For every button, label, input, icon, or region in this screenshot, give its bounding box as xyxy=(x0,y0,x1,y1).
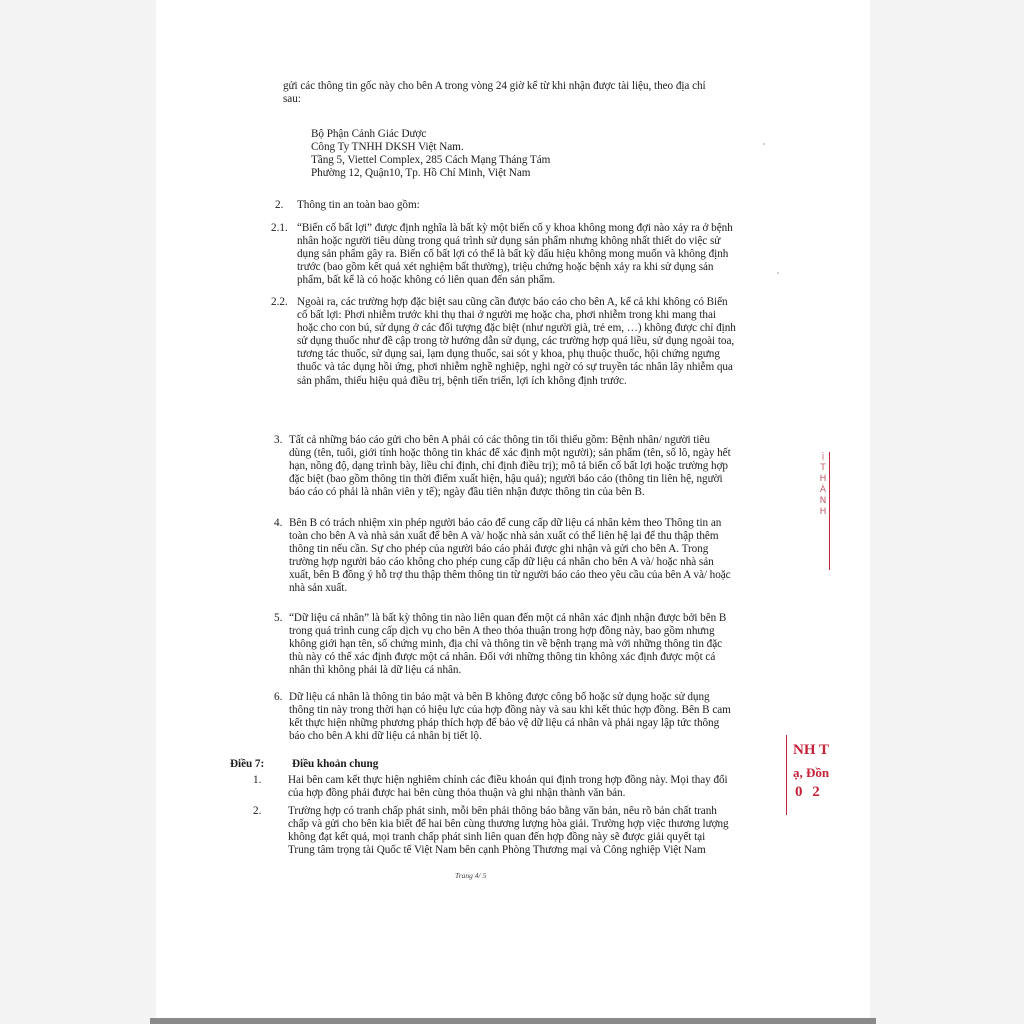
text-line: trước (bao gồm kết quả xét nghiệm bất thường), triệu chứng hoặc bệnh xảy ra khi sử dụng sản xyxy=(297,261,714,274)
address-line: Tầng 5, Viettel Complex, 285 Cách Mạng Tháng Tám xyxy=(311,154,551,167)
address-line: Phường 12, Quận10, Tp. Hồ Chí Minh, Việt Nam xyxy=(311,167,531,180)
text-line: thông tin này trong thời hạn có hiệu lực của hợp đồng này và sau khi kết thúc hợp đồng. Bên B cam xyxy=(289,704,731,717)
text-line: Dữ liệu cá nhân là thông tin bảo mật và bên B không được công bố hoặc sử dụng hoặc sử dụng xyxy=(289,691,710,703)
text-line: tương tác thuốc, sử dụng sai, lạm dụng thuốc, sai sót y khoa, phụ thuộc thuốc, hội chứng ngưng xyxy=(297,348,720,361)
seal-fragment-vertical: ị T H À N H xyxy=(819,452,827,517)
article-7-clause-2 xyxy=(288,805,729,857)
address-block xyxy=(311,128,550,180)
item-number: 3. xyxy=(274,434,283,446)
page-number: Trang 4/ 5 xyxy=(455,871,487,880)
text-line: thông tin nếu cần. Sự cho phép của người báo cáo phải được ghi nhận và gửi cho bên A. Trong xyxy=(289,543,709,556)
item-number: 2.2. xyxy=(271,296,288,308)
item-number: 2.1. xyxy=(271,222,288,234)
scan-speck xyxy=(763,143,765,145)
scan-edge-bottom xyxy=(150,1018,876,1024)
stamp-text: NH T xyxy=(793,742,829,758)
text-line: Ngoài ra, các trường hợp đặc biệt sau cũng cần được báo cáo cho bên A, kể cả khi không có Biến xyxy=(297,296,728,308)
intro-paragraph xyxy=(283,80,706,106)
text-line: sau: xyxy=(283,93,301,106)
text-line: Trường hợp có tranh chấp phát sinh, mỗi bên phải thông báo bằng văn bản, nêu rõ bản chất tranh xyxy=(288,805,717,817)
text-line: gửi các thông tin gốc này cho bên A trong vòng 24 giờ kể từ khi nhận được tài liệu, theo địa chỉ xyxy=(283,80,706,92)
text-line: sử dụng thuốc như đề cập trong tờ hướng dẫn sử dụng, các trường hợp quá liều, sử dụng ngoài toa, xyxy=(297,335,735,348)
text-line: toàn cho bên A và nhà sản xuất để bên A và/ hoặc nhà sản xuất có thể liên hệ lại để thu thập thêm xyxy=(289,530,719,543)
address-line: Bộ Phận Cảnh Giác Dược xyxy=(311,128,427,140)
item-3-paragraph xyxy=(289,434,731,499)
item-number: 2. xyxy=(275,199,284,211)
text-line: nhân thì không phải là dữ liệu cá nhân. xyxy=(289,664,462,677)
text-line: báo cho bên A khi dữ liệu cá nhân bị tiết lộ. xyxy=(289,730,482,743)
scan-margin-right xyxy=(870,0,1024,1024)
stamp-text: 0 2 xyxy=(795,784,823,800)
text-line: Tất cả những báo cáo gửi cho bên A phải có các thông tin tối thiểu gồm: Bệnh nhân/ người tiêu xyxy=(289,434,710,446)
text-line: dùng (tên, tuổi, giới tính hoặc thông tin khác để xác định một người); sản phẩm (tên, số lô, ngày hết xyxy=(289,447,731,460)
stamp-border xyxy=(786,735,787,815)
item-5-paragraph xyxy=(289,612,726,677)
address-line: Công Ty TNHH DKSH Việt Nam. xyxy=(311,141,464,154)
article-label: Điều 7: xyxy=(230,758,265,770)
text-line: Hai bên cam kết thực hiện nghiêm chỉnh các điều khoản qui định trong hợp đồng này. Mọi thay đổi xyxy=(288,774,728,786)
text-line: Trung tâm trọng tài Quốc tế Việt Nam bên cạnh Phòng Thương mại và Công nghiệp Việt Nam xyxy=(288,844,706,857)
item-2-1-paragraph xyxy=(297,222,733,287)
clause-number: 2. xyxy=(253,805,262,817)
text-line: hạn, nồng độ, dạng trình bày, liều chỉ định, chỉ định điều trị); mô tả biến cố bất lợi hoặc trường hợp xyxy=(289,460,728,473)
article-7-clause-1 xyxy=(288,774,728,800)
item-number: 6. xyxy=(274,691,283,703)
item-number: 4. xyxy=(274,517,283,529)
text-line: trường hợp người báo cáo không cho phép cung cấp dữ liệu cá nhân cho bên A và/ hoặc nhà sản xyxy=(289,556,714,569)
text-line: xuất, bên B đồng ý hỗ trợ thu thập thêm thông tin từ người báo cáo theo yêu cầu của bên A và/ hoặc xyxy=(289,569,731,582)
text-line: Bên B có trách nhiệm xin phép người báo cáo để cung cấp dữ liệu cá nhân kèm theo Thông tin an xyxy=(289,517,722,529)
stamp-text: ạ, Đồn xyxy=(793,765,830,780)
text-line: thuốc và tác dụng hồi ứng, phơi nhiễm nghề nghiệp, nghi ngờ có sự truyền tác nhân lây nhiễm qua xyxy=(297,361,733,374)
text-line: hoặc cho con bú, sử dụng ở các đối tượng đặc biệt (như người già, trẻ em, …) không được chỉ định xyxy=(297,322,736,335)
document-page xyxy=(157,0,869,1018)
text-line: trong quá trình cung cấp dịch vụ cho bên A theo thỏa thuận trong hợp đồng này, bao gồm nhưng xyxy=(289,625,715,638)
text-line: thù này có thể xác định được một cá nhân. Đối với những thông tin không xác định được một cá xyxy=(289,651,716,664)
item-number: 5. xyxy=(274,612,283,624)
text-line: phẩm, bất kể là có hoặc không có liên quan đến sản phẩm. xyxy=(297,274,556,287)
item-2-2-paragraph xyxy=(297,296,736,388)
text-line: của hợp đồng phải được hai bên cùng thỏa thuận và ghi nhận thành văn bản. xyxy=(288,787,626,800)
text-line: không đạt kết quả, mọi tranh chấp phát sinh liên quan đến hợp đồng này sẽ được giải quyết tại xyxy=(288,831,706,844)
seal-border xyxy=(829,452,830,570)
text-line: không giới hạn tên, số chứng minh, địa chỉ và thông tin về bệnh trạng mà với những thông tin đặc xyxy=(289,638,723,651)
item-6-paragraph xyxy=(289,691,731,743)
text-line: “Biến cố bất lợi” được định nghĩa là bất kỳ một biến cố y khoa không mong đợi nào xảy ra ở bệnh xyxy=(297,222,733,234)
item-4-paragraph xyxy=(289,517,731,596)
text-line: dụng sản phẩm gây ra. Biến cố bất lợi có thể là bất kỳ dấu hiệu không mong muốn và không định xyxy=(297,248,729,261)
text-line: sản phẩm, thiếu hiệu quả điều trị, bệnh tiến triển, lợi ích không định trước. xyxy=(297,374,627,387)
scan-speck xyxy=(777,272,779,274)
text-line: cố bất lợi: Phơi nhiễm trước khi thụ thai ở người mẹ hoặc cha, phơi nhiễm trong khi mang thai xyxy=(297,309,716,322)
clause-number: 1. xyxy=(253,774,262,786)
text-line: nhân hoặc người tiêu dùng trong quá trình sử dụng sản phẩm nhưng không nhất thiết do việc sử xyxy=(297,235,721,248)
text-line: kết thực hiện những phương pháp thích hợp để bảo vệ dữ liệu cá nhân và phải ngay lập tức thông xyxy=(289,717,720,730)
scan-margin-left xyxy=(0,0,156,1024)
text-line: đặc biệt (bao gồm thông tin thời điểm xuất hiện, hậu quả); người báo cáo (thông tin liên hệ, người xyxy=(289,473,723,486)
text-line: báo cáo có phải là nhân viên y tế); ngày đầu tiên nhận được thông tin của bên B. xyxy=(289,486,645,499)
item-heading: Thông tin an toàn bao gồm: xyxy=(297,199,420,211)
article-title: Điều khoản chung xyxy=(292,758,379,770)
text-line: nhà sản xuất. xyxy=(289,582,348,595)
text-line: “Dữ liệu cá nhân” là bất kỳ thông tin nào liên quan đến một cá nhân xác định nhận được bởi bên B xyxy=(289,612,727,624)
text-line: chấp và gửi cho bên kia biết để hai bên cùng thương lượng hòa giải. Trường hợp việc thương lượng xyxy=(288,818,729,831)
